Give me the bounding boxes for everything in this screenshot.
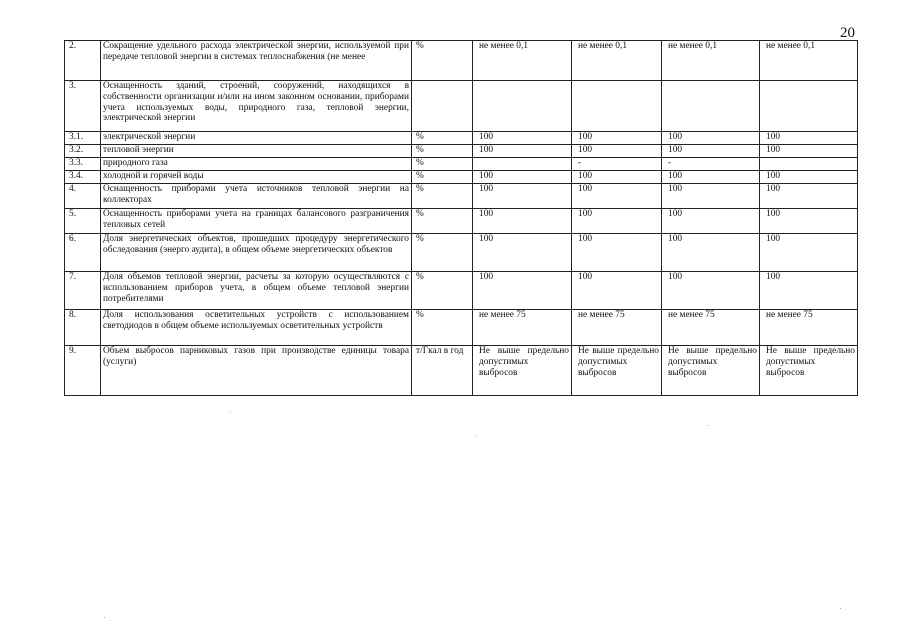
indicators-table [64, 40, 858, 396]
row-unit: т/Гкал в год [412, 346, 473, 396]
row-value-4: 100 [760, 234, 858, 272]
row-unit: % [412, 272, 473, 310]
table-row [65, 310, 858, 346]
table-row [65, 272, 858, 310]
row-number: 9. [65, 346, 101, 396]
row-value-4 [760, 158, 858, 171]
row-value-4: 100 [760, 171, 858, 184]
row-value-2: Не выше предельно допустимых выбросов [572, 346, 662, 396]
row-description: Оснащенность приборами учета источников тепловой энергии на коллекторах [101, 184, 412, 209]
row-description: Доля использования осветительных устройств с использованием светодиодов в общем объеме используемых осветительных устройств [101, 310, 412, 346]
row-value-4: Не выше предельно допустимых выбросов [760, 346, 858, 396]
row-value-2: не менее 75 [572, 310, 662, 346]
row-value-3: не менее 0,1 [662, 41, 760, 81]
scan-speck [707, 425, 708, 426]
row-description: Сокращение удельного расхода электрической энергии, используемой при передаче тепловой энергии в системах теплоснабжения (не менее [101, 41, 412, 81]
row-description: Доля объемов тепловой энергии, расчеты за которую осуществляются с использованием приборов учета, в общем объеме тепловой энергии потребителями [101, 272, 412, 310]
row-value-2: 100 [572, 132, 662, 145]
row-number: 3.1. [65, 132, 101, 145]
scan-speck [230, 412, 231, 413]
row-value-3: 100 [662, 209, 760, 234]
row-value-4: не менее 75 [760, 310, 858, 346]
table-body [65, 41, 858, 396]
row-value-1: 100 [473, 132, 572, 145]
row-unit: % [412, 234, 473, 272]
table-row [65, 171, 858, 184]
row-unit: % [412, 209, 473, 234]
row-value-3: 100 [662, 272, 760, 310]
row-unit: % [412, 145, 473, 158]
row-description: Объем выбросов парниковых газов при производстве единицы товара (услуги) [101, 346, 412, 396]
scan-speck [104, 617, 105, 618]
row-value-1: не менее 0,1 [473, 41, 572, 81]
scan-speck [476, 436, 477, 437]
row-value-1: 100 [473, 171, 572, 184]
row-unit: % [412, 310, 473, 346]
table-row [65, 209, 858, 234]
row-value-2 [572, 81, 662, 132]
row-value-4: 100 [760, 145, 858, 158]
row-value-4: не менее 0,1 [760, 41, 858, 81]
row-description: Оснащенность приборами учета на границах балансового разграничения тепловых сетей [101, 209, 412, 234]
row-unit: % [412, 132, 473, 145]
row-value-1: 100 [473, 145, 572, 158]
row-value-1: Не выше предельно допустимых выбросов [473, 346, 572, 396]
row-value-3: 100 [662, 171, 760, 184]
scan-speck [840, 608, 841, 609]
row-unit [412, 81, 473, 132]
table-row [65, 81, 858, 132]
row-value-4 [760, 81, 858, 132]
row-number: 4. [65, 184, 101, 209]
row-value-1: 100 [473, 272, 572, 310]
row-unit: % [412, 158, 473, 171]
table-row [65, 41, 858, 81]
row-number: 2. [65, 41, 101, 81]
row-value-2: 100 [572, 145, 662, 158]
row-number: 3. [65, 81, 101, 132]
row-value-1 [473, 81, 572, 132]
row-number: 3.4. [65, 171, 101, 184]
table-row [65, 132, 858, 145]
row-number: 3.2. [65, 145, 101, 158]
row-value-3: - [662, 158, 760, 171]
row-description: Доля энергетических объектов, прошедших процедуру энергетического обследования (энерго аудита), в общем объеме энергетических объектов [101, 234, 412, 272]
row-number: 8. [65, 310, 101, 346]
row-description: Оснащенность зданий, строений, сооружений, находящихся в собственности организации и/или на ином законном основании, приборами учета используемых воды, природного газа, тепловой энергии, электрической энергии [101, 81, 412, 132]
row-value-3: Не выше предельно допустимых выбросов [662, 346, 760, 396]
row-description: электрической энергии [101, 132, 412, 145]
row-value-1: 100 [473, 234, 572, 272]
row-number: 7. [65, 272, 101, 310]
row-value-2: не менее 0,1 [572, 41, 662, 81]
row-unit: % [412, 171, 473, 184]
row-value-1: не менее 75 [473, 310, 572, 346]
row-unit: % [412, 41, 473, 81]
row-number: 3.3. [65, 158, 101, 171]
row-value-3 [662, 81, 760, 132]
row-number: 5. [65, 209, 101, 234]
row-description: холодной и горячей воды [101, 171, 412, 184]
row-value-2: 100 [572, 184, 662, 209]
row-number: 6. [65, 234, 101, 272]
row-description: тепловой энергии [101, 145, 412, 158]
table-row [65, 145, 858, 158]
row-value-4: 100 [760, 184, 858, 209]
table-row [65, 234, 858, 272]
row-unit: % [412, 184, 473, 209]
row-value-4: 100 [760, 209, 858, 234]
row-value-4: 100 [760, 132, 858, 145]
row-value-1 [473, 158, 572, 171]
table-row [65, 184, 858, 209]
row-value-4: 100 [760, 272, 858, 310]
page-number: 20 [840, 25, 855, 41]
table-row [65, 158, 858, 171]
row-value-3: 100 [662, 234, 760, 272]
row-description: природного газа [101, 158, 412, 171]
indicators-table-wrapper [64, 40, 858, 396]
row-value-2: 100 [572, 234, 662, 272]
row-value-1: 100 [473, 209, 572, 234]
row-value-2: 100 [572, 171, 662, 184]
row-value-3: 100 [662, 184, 760, 209]
row-value-2: 100 [572, 209, 662, 234]
row-value-3: не менее 75 [662, 310, 760, 346]
row-value-2: - [572, 158, 662, 171]
row-value-1: 100 [473, 184, 572, 209]
row-value-3: 100 [662, 145, 760, 158]
row-value-2: 100 [572, 272, 662, 310]
row-value-3: 100 [662, 132, 760, 145]
table-row [65, 346, 858, 396]
